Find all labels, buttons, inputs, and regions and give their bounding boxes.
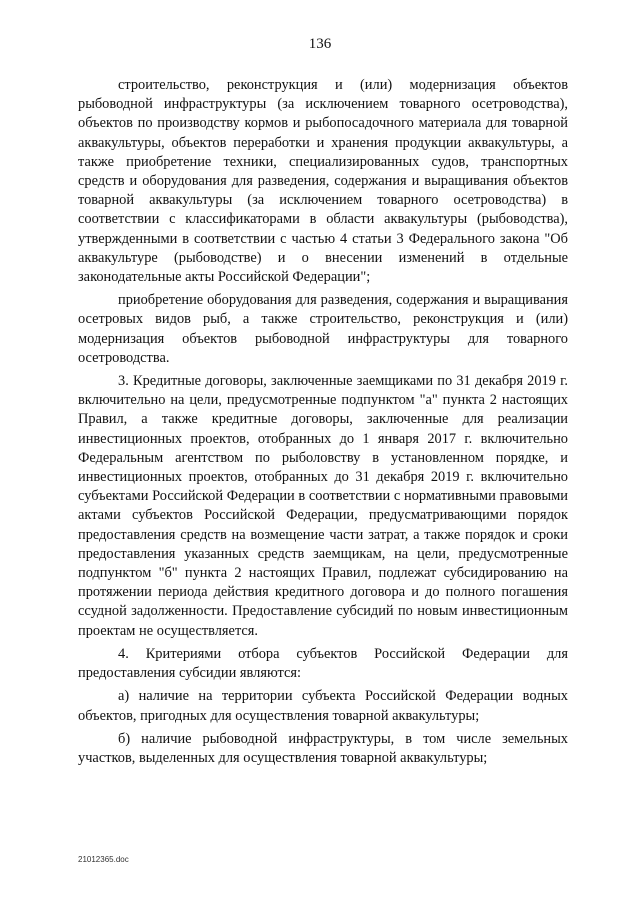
paragraph-sturgeon-equipment: приобретение оборудования для разведения, содержания и выращивания осетровых видов рыб, а также строительство, реконструкция и (или) модернизация объектов рыбоводной инфраструктуры для товарного осетроводства. [78, 292, 568, 366]
paragraph-construction-purposes: строительство, реконструкция и (или) модернизация объектов рыбоводной инфраструктуры (за исключением товарного осетроводства), объектов по производству кормов и рыбопосадочного материала для товарной аквакультуры, объектов переработки и хранения продукции аквакультуры, а также приобретение техники, специализированных судов, транспортных средств и оборудования для разведения, содержания и выращивания объектов товарной аквакультуры (за исключением товарного осетроводства) в соответствии с классификаторами в области аквакультуры (рыбоводства), утвержденными в соответствии с частью 4 статьи 3 Федерального закона "Об аквакультуре (рыбоводстве) и о внесении изменений в отдельные законодательные акты Российской Федерации"; [78, 77, 568, 286]
footer-filename: 21012365.doc [78, 855, 129, 864]
page-number: 136 [308, 36, 332, 52]
document-body [78, 76, 568, 768]
list-item-a: а) наличие на территории субъекта Российской Федерации водных объектов, пригодных для осуществления товарной аквакультуры; [78, 688, 568, 724]
paragraph-section-4: 4. Критериями отбора субъектов Российской Федерации для предоставления субсидии являются: [78, 645, 568, 682]
paragraph-section-3: 3. Кредитные договоры, заключенные заемщиками по 31 декабря 2019 г. включительно на цели, предусмотренные подпунктом "а" пункта 2 настоящих Правил, а также кредитные договоры, заключенные для реализации инвестиционных проектов, отобранных до 1 января 2017 г. включительно Федеральным агентством по рыболовству в установленном порядке, и инвестиционных проектов, отобранных до 31 декабря 2019 г. включительно субъектами Российской Федерации в соответствии с нормативными правовыми актами субъектов Российской Федерации, предусматривающими порядок предоставления средств на возмещение части затрат, а также порядок и сроки предоставления указанных средств заемщикам, на цели, предусмотренные подпунктом "б" пункта 2 настоящих Правил, подлежат субсидированию на протяжении периода действия кредитного договора и до полного погашения ссудной задолженности. Предоставление субсидий по новым инвестиционным проектам не осуществляется. [78, 373, 568, 639]
list-item-b: б) наличие рыбоводной инфраструктуры, в том числе земельных участков, выделенных для осуществления товарной аквакультуры; [78, 730, 568, 766]
